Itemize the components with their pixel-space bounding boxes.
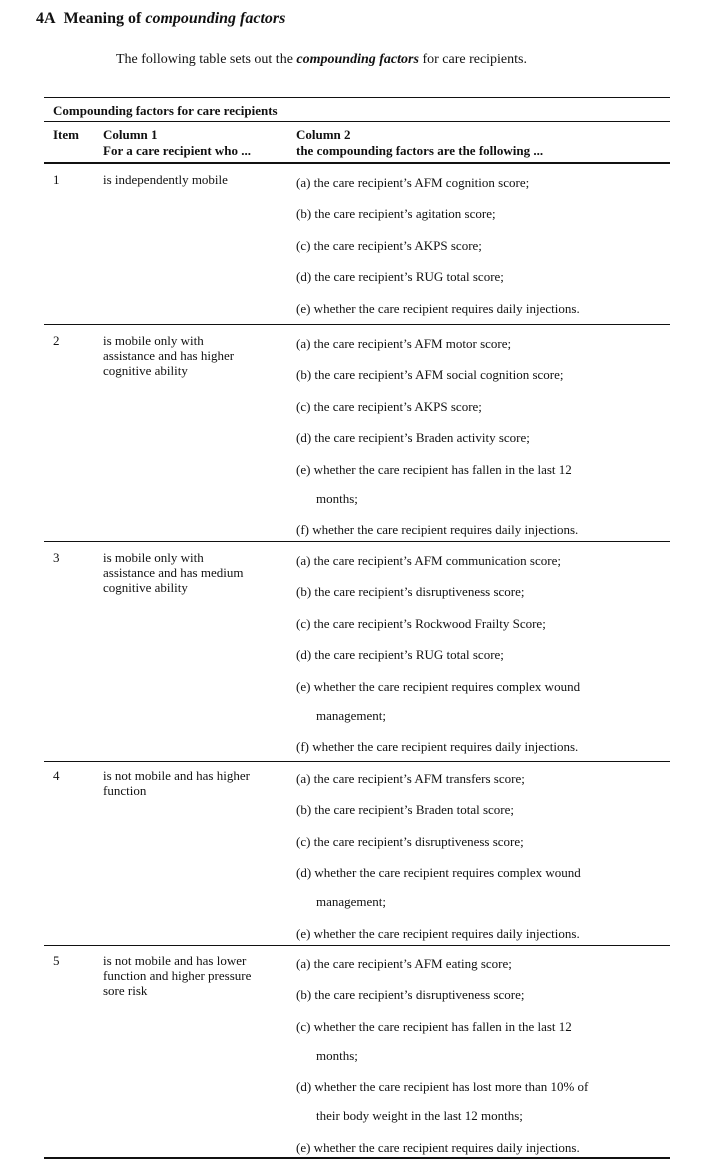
row-item-number: 4 — [53, 768, 60, 783]
compounding-factor: (c) the care recipient’s disruptiveness score; — [296, 833, 524, 849]
header-col1-sub: For a care recipient who ... — [103, 143, 252, 158]
compounding-factor: (c) whether the care recipient has fallen in the last 12 — [296, 1018, 572, 1034]
compounding-factor: (f) whether the care recipient requires daily injections. — [296, 522, 579, 537]
header-col1-title: Column 1 — [103, 127, 158, 142]
section-number: 4A — [36, 10, 56, 27]
header-item: Item — [53, 127, 79, 142]
row-rule — [44, 324, 670, 325]
row-column1-text: function — [103, 783, 147, 798]
row-column1-text: sore risk — [103, 983, 148, 998]
row-rule — [44, 541, 670, 542]
compounding-factor: (d) whether the care recipient requires complex wound — [296, 865, 581, 881]
compounding-factor: (d) the care recipient’s Braden activity score; — [296, 430, 530, 446]
row-column1-text: is independently mobile — [103, 172, 228, 187]
compounding-factor: (d) the care recipient’s RUG total score; — [296, 647, 504, 663]
row-item-number: 3 — [53, 550, 60, 565]
row-column1-text: function and higher pressure — [103, 968, 252, 983]
compounding-factor: (c) the care recipient’s Rockwood Frailty Score; — [296, 615, 546, 631]
header-col2-sub: the compounding factors are the following ... — [296, 143, 544, 158]
intro-paragraph — [116, 52, 527, 68]
compounding-factor: (f) whether the care recipient requires daily injections. — [296, 739, 579, 754]
row-column1-text: assistance and has higher — [103, 348, 235, 363]
table-caption: Compounding factors for care recipients — [53, 103, 278, 118]
compounding-factor-continued: management; — [316, 707, 387, 723]
row-rule — [44, 1157, 670, 1159]
compounding-factor-continued: management; — [316, 894, 387, 910]
compounding-factor: (b) the care recipient’s Braden total score; — [296, 802, 515, 818]
heading-prefix: Meaning of — [63, 10, 142, 27]
row-column1-text: assistance and has medium — [103, 565, 244, 580]
row-column1-text: is not mobile and has lower — [103, 953, 247, 968]
compounding-factor: (d) the care recipient’s RUG total score; — [296, 269, 504, 285]
compounding-factor-continued: months; — [316, 490, 358, 506]
table-top-rule — [44, 97, 670, 98]
row-column1-text: is mobile only with — [103, 550, 204, 565]
compounding-factor-continued: months; — [316, 1047, 358, 1063]
compounding-factor: (e) whether the care recipient requires daily injections. — [296, 1139, 580, 1155]
compounding-factor-continued: their body weight in the last 12 months; — [316, 1108, 523, 1124]
row-rule — [44, 761, 670, 762]
compounding-factor: (a) the care recipient’s AFM eating score; — [296, 956, 512, 971]
header-col2-title: Column 2 — [296, 127, 351, 142]
row-rule — [44, 945, 670, 946]
header-rule — [44, 162, 670, 164]
compounding-factor: (b) the care recipient’s agitation score; — [296, 206, 496, 222]
compounding-factor: (a) the care recipient’s AFM transfers score; — [296, 771, 525, 786]
intro-after: for care recipients. — [422, 52, 527, 67]
intro-before: The following table sets out the — [116, 52, 293, 67]
compounding-factor: (e) whether the care recipient requires complex wound — [296, 678, 581, 694]
compounding-factor: (b) the care recipient’s AFM social cognition score; — [296, 367, 564, 383]
row-item-number: 1 — [53, 172, 60, 187]
row-item-number: 2 — [53, 333, 60, 348]
compounding-factor: (b) the care recipient’s disruptiveness score; — [296, 584, 525, 600]
caption-rule — [44, 121, 670, 122]
compounding-factor: (b) the care recipient’s disruptiveness score; — [296, 987, 525, 1003]
compounding-factor: (a) the care recipient’s AFM motor score; — [296, 336, 512, 351]
section-heading — [36, 10, 285, 28]
compounding-factor: (e) whether the care recipient has fallen in the last 12 — [296, 461, 572, 477]
row-item-number: 5 — [53, 953, 60, 968]
compounding-factor: (a) the care recipient’s AFM communication score; — [296, 553, 561, 568]
row-column1-text: cognitive ability — [103, 580, 188, 595]
row-column1-text: cognitive ability — [103, 363, 188, 378]
compounding-factor: (c) the care recipient’s AKPS score; — [296, 398, 482, 414]
compounding-factor: (e) whether the care recipient requires daily injections. — [296, 300, 580, 316]
compounding-factor: (d) whether the care recipient has lost more than 10% of — [296, 1079, 589, 1095]
compounding-factor: (a) the care recipient’s AFM cognition score; — [296, 175, 530, 190]
compounding-factor: (c) the care recipient’s AKPS score; — [296, 237, 482, 253]
row-column1-text: is mobile only with — [103, 333, 204, 348]
intro-term: compounding factors — [296, 52, 419, 67]
heading-term: compounding factors — [145, 10, 286, 27]
compounding-factor: (e) whether the care recipient requires daily injections. — [296, 925, 580, 941]
row-column1-text: is not mobile and has higher — [103, 768, 250, 783]
